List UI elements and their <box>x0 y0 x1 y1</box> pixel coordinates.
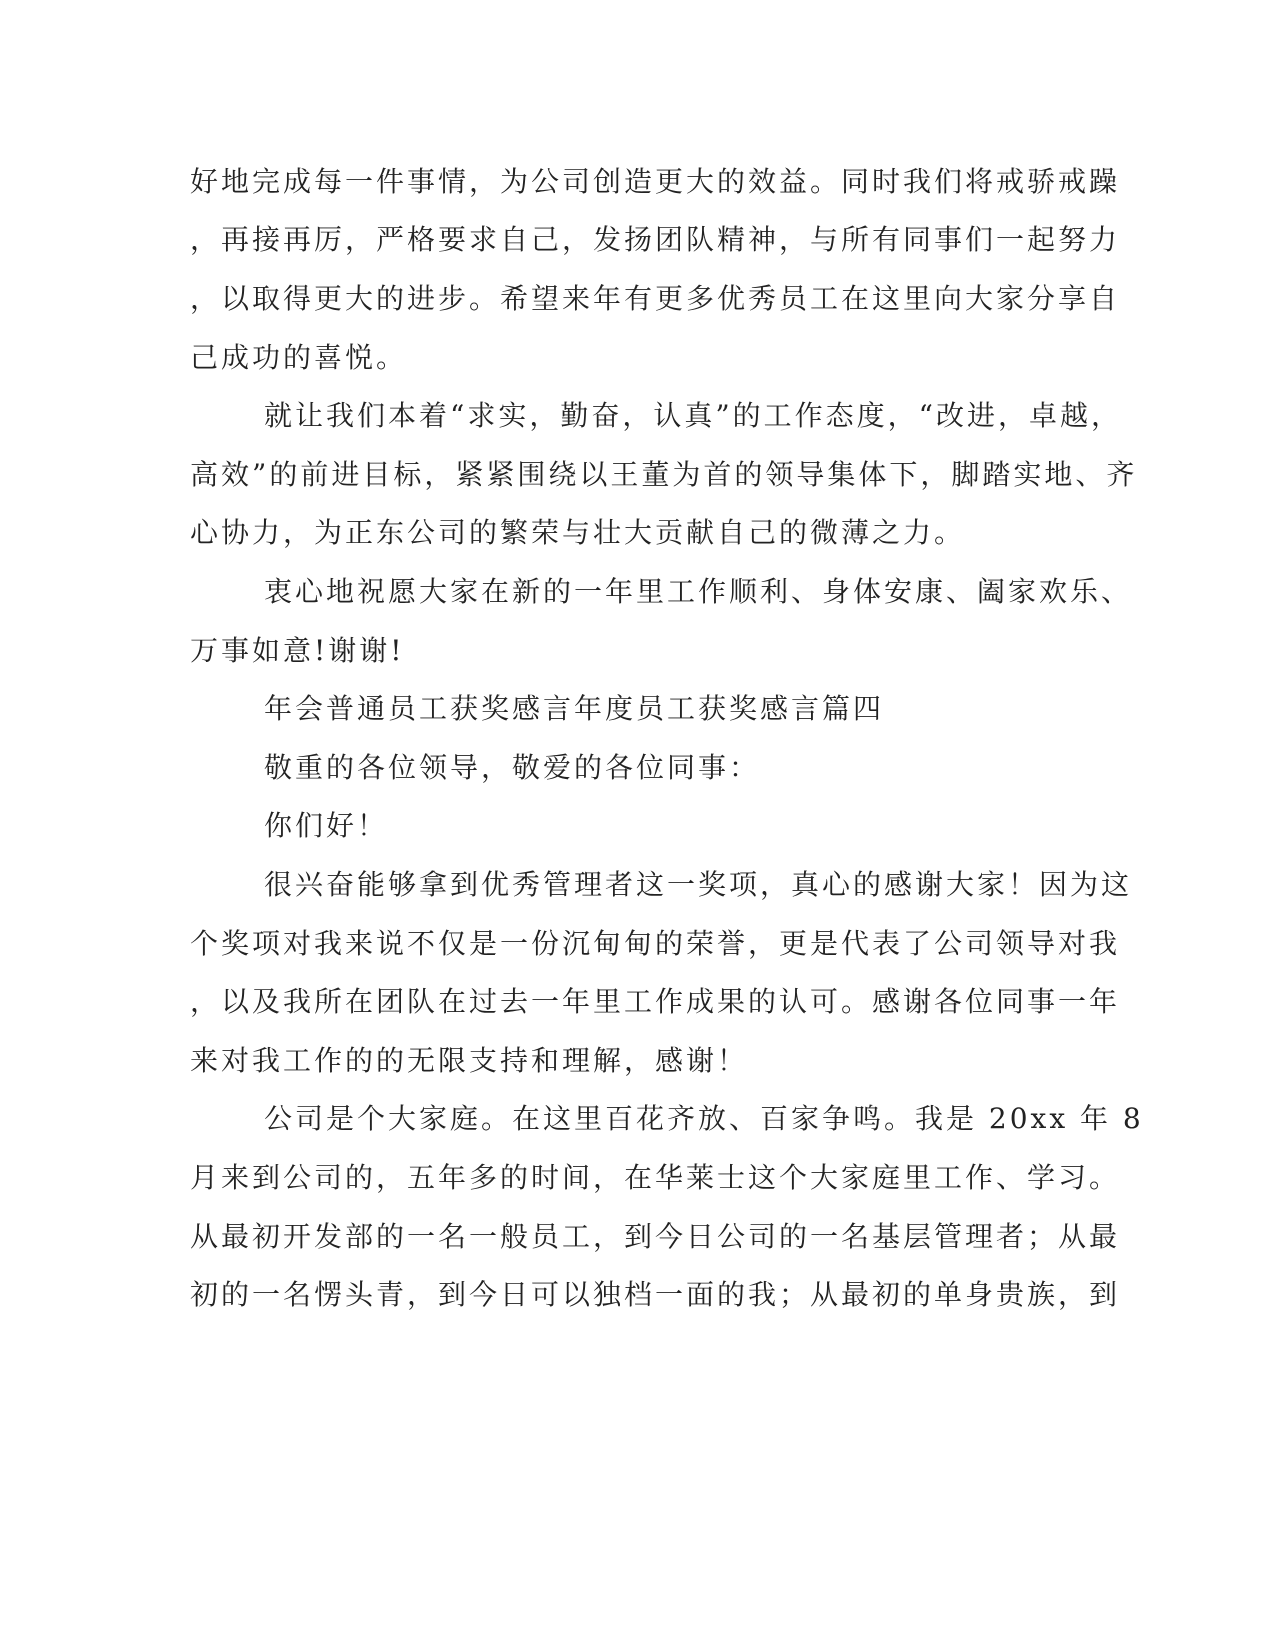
text-line-7: 心协力，为正东公司的繁荣与壮大贡献自己的微薄之力。 <box>190 516 966 549</box>
text-line-9: 万事如意!谢谢! <box>190 634 405 667</box>
text-line-1: 好地完成每一件事情，为公司创造更大的效益。同时我们将戒骄戒躁 <box>190 165 1121 198</box>
text-line-17: 公司是个大家庭。在这里百花齐放、百家争鸣。我是 20xx 年 8 <box>264 1102 1144 1135</box>
text-line-6: 高效”的前进目标，紧紧围绕以王董为首的领导集体下，脚踏实地、齐 <box>190 458 1138 491</box>
text-line-2: ，再接再厉，严格要求自己，发扬团队精神，与所有同事们一起努力 <box>190 223 1121 256</box>
section-heading: 年会普通员工获奖感言年度员工获奖感言篇四 <box>264 692 885 725</box>
text-line-8: 衷心地祝愿大家在新的一年里工作顺利、身体安康、阖家欢乐、 <box>264 575 1133 608</box>
text-line-16: 来对我工作的的无限支持和理解，感谢！ <box>190 1044 749 1077</box>
salutation: 敬重的各位领导，敬爱的各位同事： <box>264 751 761 784</box>
text-line-4: 己成功的喜悦。 <box>190 341 408 374</box>
text-line-3: ，以取得更大的进步。希望来年有更多优秀员工在这里向大家分享自 <box>190 282 1121 315</box>
greeting: 你们好！ <box>264 809 389 842</box>
text-line-15: ，以及我所在团队在过去一年里工作成果的认可。感谢各位同事一年 <box>190 985 1121 1018</box>
text-line-19: 从最初开发部的一名一般员工，到今日公司的一名基层管理者；从最 <box>190 1220 1121 1253</box>
text-line-14: 个奖项对我来说不仅是一份沉甸甸的荣誉，更是代表了公司领导对我 <box>190 927 1121 960</box>
text-line-18: 月来到公司的，五年多的时间，在华莱士这个大家庭里工作、学习。 <box>190 1161 1121 1194</box>
text-line-13: 很兴奋能够拿到优秀管理者这一奖项，真心的感谢大家！因为这 <box>264 868 1133 901</box>
text-line-20: 初的一名愣头青，到今日可以独档一面的我；从最初的单身贵族，到 <box>190 1278 1121 1311</box>
text-line-5: 就让我们本着“求实，勤奋，认真”的工作态度，“改进，卓越， <box>264 399 1122 432</box>
